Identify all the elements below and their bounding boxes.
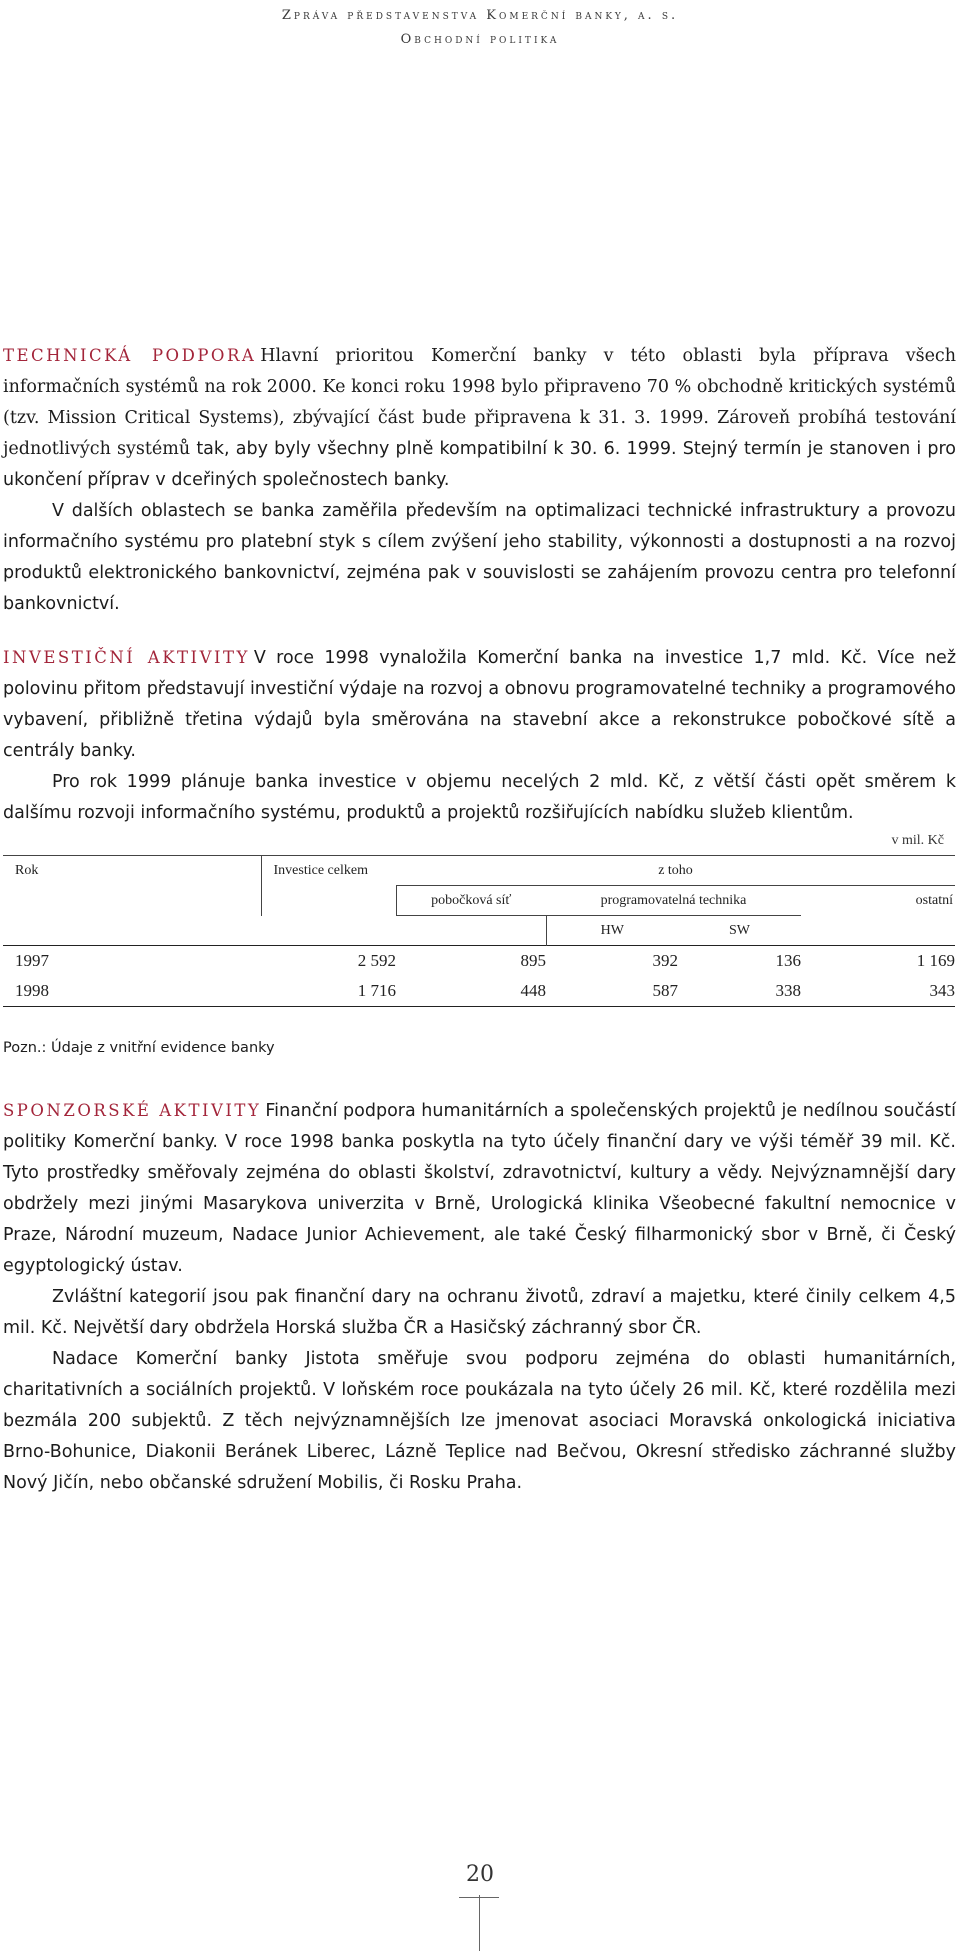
table-row — [3, 946, 955, 977]
col-header-hw: HW — [546, 916, 678, 946]
cell-year: 1998 — [3, 976, 261, 1007]
page-number-line — [479, 1895, 480, 1951]
page-number: 20 — [466, 1862, 494, 1887]
cell-total: 1 716 — [261, 976, 396, 1007]
col-header-other: ostatní — [915, 892, 953, 908]
investment-table — [3, 855, 955, 1007]
technical-support-heading: TECHNICKÁ PODPORA — [3, 346, 257, 365]
technical-support-paragraph-2: V dalších oblastech se banka zaměřila především na optimalizaci technické infrastruktury a provozu informačního systému pro platební styk s cílem zvýšení jeho stability, výkonnosti a dostupnosti a na rozvoj produktů elektronického bankovnictví, zejména pak v souvislosti se zahájením provozu centra pro telefonní bankovnictví. — [3, 501, 956, 614]
col-header-total: Investice celkem — [261, 856, 396, 886]
sponsorship-heading: SPONZORSKÉ AKTIVITY — [3, 1101, 262, 1120]
technical-support-paragraph-1-rest: tak, aby byly všechny plně kompatibilní k 30. 6. 1999. Stejný termín je stanoven i pro ukončení příprav v dceřiných společnostech banky. — [3, 439, 956, 490]
table-note: Pozn.: Údaje z vnitřní evidence banky — [3, 1040, 275, 1056]
cell-total: 2 592 — [261, 946, 396, 977]
sponsorship-paragraph-1: Finanční podpora humanitárních a společenských projektů je nedílnou součástí politiky Komerční banky. V roce 1998 banka poskytla na tyto účely finanční dary ve výši téměř 39 mil. Kč. Tyto prostředky směřovaly zejména do oblasti školství, zdravotnictví, kultury a vědy. Nejvýznamnější dary obdržely mezi jinými Masarykova univerzita v Brně, Urologická klinika Všeobecné fakultní nemocnice v Praze, Národní muzeum, Nadace Junior Achievement, ale také Český filharmonický sbor v Brně, či Český egyptologický ústav. — [3, 1101, 956, 1276]
cell-year: 1997 — [3, 946, 261, 977]
sponsorship-paragraph-2: Zvláštní kategorií jsou pak finanční dary na ochranu životů, zdraví a majetku, které činily celkem 4,5 mil. Kč. Největší dary obdržela Horská služba ČR a Hasičský záchranný sbor ČR. — [3, 1287, 956, 1338]
table-row — [3, 976, 955, 1007]
cell-hw: 392 — [546, 946, 678, 977]
cell-branch: 895 — [396, 946, 546, 977]
investment-section — [3, 642, 956, 829]
sponsorship-section — [3, 1095, 956, 1499]
cell-branch: 448 — [396, 976, 546, 1007]
running-head-report-title: Zpráva představenstva Komerční banky, a. s. — [281, 8, 679, 23]
investment-paragraph-2: Pro rok 1999 plánuje banka investice v objemu necelých 2 mld. Kč, z větší části opět směrem k dalšímu rozvoji informačního systému, produktů a projektů rozšiřujících nabídku služeb klientům. — [3, 772, 956, 823]
cell-sw: 136 — [678, 946, 801, 977]
investment-paragraph-1: V roce 1998 vynaložila Komerční banka na investice 1,7 mld. Kč. Více než polovinu přitom představují investiční výdaje na rozvoj a obnovu programovatelné techniky a programového vybavení, přibližně třetina výdajů byla směrována na stavební akce a rekonstrukce pobočkové sítě a centrály banky. — [3, 648, 956, 761]
running-head-section: Obchodní politika — [400, 32, 560, 47]
col-header-sw: SW — [729, 922, 750, 938]
technical-support-section — [3, 340, 956, 620]
cell-hw: 587 — [546, 976, 678, 1007]
investment-heading: INVESTIČNÍ AKTIVITY — [3, 648, 250, 667]
cell-other: 343 — [801, 976, 955, 1007]
cell-other: 1 169 — [801, 946, 955, 977]
col-header-of-which: z toho — [396, 856, 955, 886]
sponsorship-paragraph-3: Nadace Komerční banky Jistota směřuje svou podporu zejména do oblasti humanitárních, charitativních a sociálních projektů. V loňském roce poukázala na tyto účely 26 mil. Kč, které rozdělila mezi bezmála 200 subjektů. Z těch nejvýznamnějších lze jmenovat asociaci Moravská onkologická iniciativa Brno-Bohunice, Diakonii Beránek Liberec, Lázně Teplice nad Bečvou, Okresní středisko záchranné služby Nový Jičín, nebo občanské sdružení Mobilis, či Rosku Praha. — [3, 1349, 956, 1493]
technical-support-paragraph-1-lead: Hlavní prioritou Komerční banky v této oblasti byla příprava všech informačních systémů na rok 2000. Ke konci roku 1998 bylo připraveno 70 % obchodně kritických systémů (tzv. Mission Critical Systems), zbývající část bude připravena k 31. 3. 1999. Zároveň probíhá testování jednotlivých systémů — [3, 346, 956, 459]
cell-sw: 338 — [678, 976, 801, 1007]
table-unit-label: v mil. Kč — [891, 833, 944, 848]
col-header-prog-tech: programovatelná technika — [546, 886, 801, 916]
col-header-branch: pobočková síť — [396, 886, 546, 916]
col-header-year: Rok — [3, 856, 261, 886]
